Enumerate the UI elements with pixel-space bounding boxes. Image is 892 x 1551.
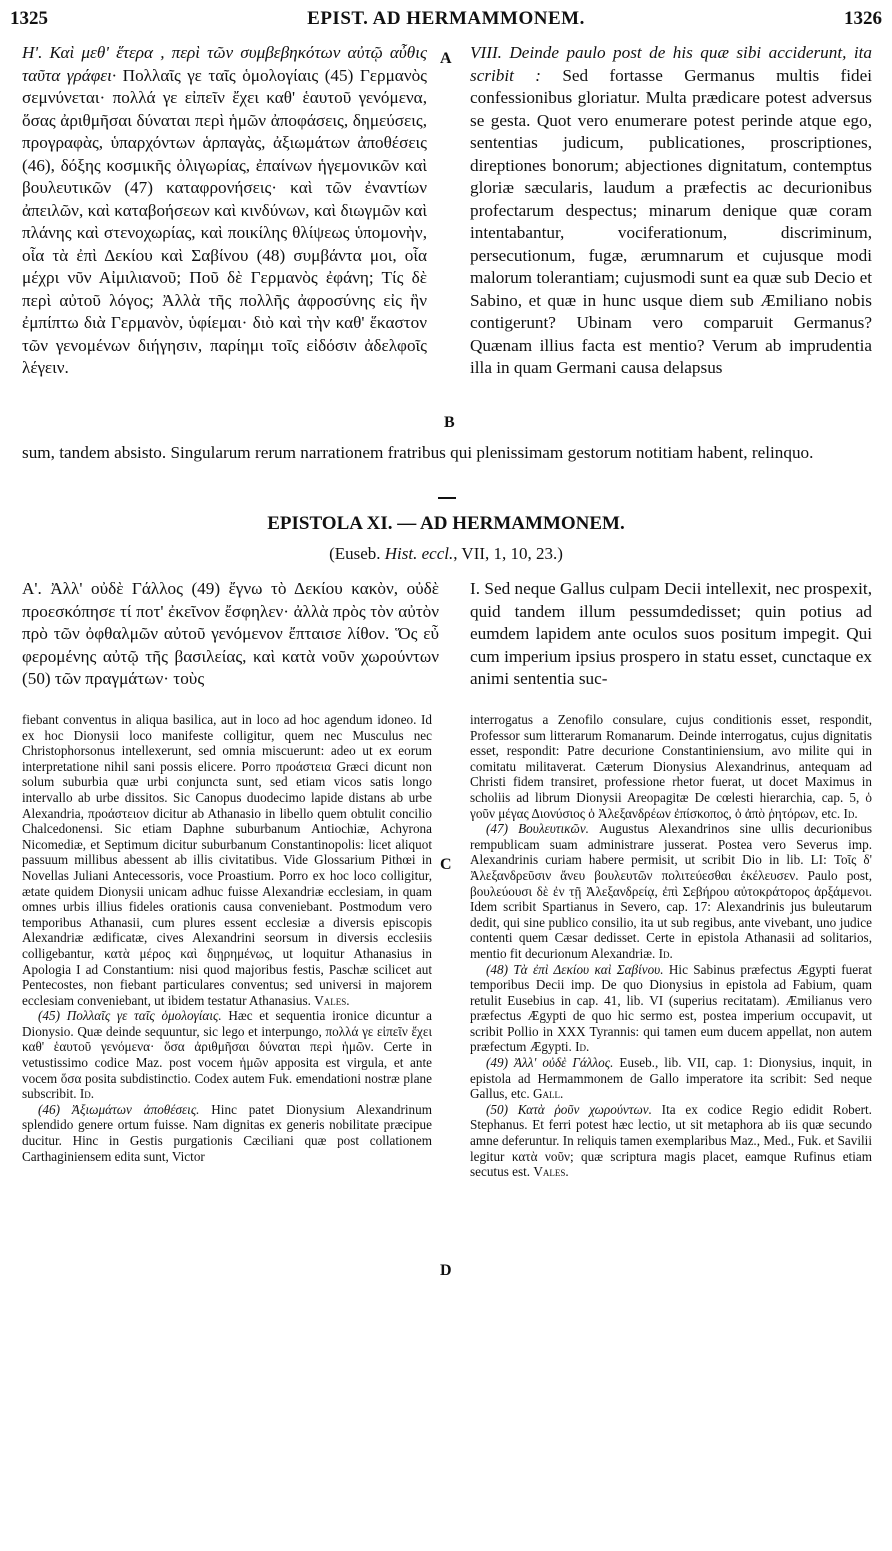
margin-marker-c: C: [440, 856, 452, 873]
epistle-source: (Euseb. Hist. eccl., VII, 1, 10, 23.): [329, 544, 563, 563]
greek-body: Πολλαῖς γε ταῖς ὁμολογίαις (45) Γερμανὸς σεμνύνεται· πολλά γε εἰπεῖν ἔχει καθ' ἑαυτοῦ γενόμενα, ὅσας ἀριθμῆσαι δύναται περὶ ἡμῶν ἀποφάσεις, δημεύσεις, προγραφὰς, ὑπαρχόντων ἁρπαγὰς, ἀξιωμάτων ἀποθέσεις (46), δόξης κοσμικῆς ὀλιγωρίας, ἐπαίνων ἡγεμονικῶν καὶ βουλευτικῶν (47) καταφρονήσεις· καὶ τῶν ἐναντίων ἀπειλῶν, καὶ καταβοήσεων καὶ κινδύνων, καὶ διωγμῶν καὶ πλάνης καὶ στενοχωρίας, καὶ ποικίλης θλίψεως ὑπομονὴν, οἷα τὰ ἐπὶ Δεκίου καὶ Σαβίνου (48) συμβάντα μοι, οἷα μέχρι νῦν Αἰμιλιανοῦ; Ποῦ δὲ Γερμανὸς ἐφάνη; Τίς δὲ περὶ αὐτοῦ λόγος; Ἀλλὰ τῆς πολλῆς ἀφροσύνης εἰς ἣν ἐμπίπτω διὰ Γερμανὸν, ὑφίεμαι· διὸ καὶ τὴν καθ' ἕκαστον τῶν γενομένων διήγησιν, παρίημι τοῖς εἰδόσιν ἀδελφοῖς λέγειν.: [22, 65, 427, 377]
greek-text-epistle: Α'. Ἀλλ' οὐδὲ Γάλλος (49) ἔγνω τὸ Δεκίου κακὸν, οὐδὲ προεσκόπησε τί ποτ' ἐκεῖνον ἔσφηλεν· ἀλλὰ πρὸς τὸν αὐτὸν πρὸ τῶν ὀφθαλμῶν αὐτοῦ γενόμενον ἔπταισε λίθον. Ὅς εὖ φερομένης αὐτῷ τῆς βασιλείας, καὶ κατὰ νοῦν χωρούντων (50) τῶν πραγμάτων· τοὺς: [22, 579, 439, 688]
epistle-title: EPISTOLA XI. — AD HERMAMMONEM.: [267, 513, 625, 534]
latin-text-epistle: I. Sed neque Gallus culpam Decii intellexit, nec prospexit, quid tandem illum pessumdedisset; quin potius ad eumdem lapidem ante oculos suos positum impegit. Qui cum imperium ipsius prospero in statu esset, cunctaque ex animi sententia suc-: [470, 579, 872, 688]
page-header: [10, 8, 882, 36]
greek-intro: Η'. Καὶ μεθ' ἕτερα , περὶ τῶν συμβεβηκότων αὐτῷ αὖθις ταῦτα γράφει·: [22, 43, 427, 85]
latin-body: Sed fortasse Germanus multis fidei confessionibus gloriatur. Multa prædicare potest adversus se gesta. Quot vero enumerare potest perinde atque ego, sententias judicum, publicationes, proscriptiones, direptiones bonorum; abjectiones dignitatum, contemptus gloriæ sæcularis, laudum a præfectis ac decurionibus profectarum despectus; minarum denique quæ coram intentabantur, vociferationum, discriminum, persecutionum, fugæ, ærumnarum et cujusque modi malorum tolerantiam; cujusmodi sunt ea quæ sub Decio et Sabino, et quæ in hunc usque diem sub Æmiliano nobis contigerunt? Ubinam vero comparuit Germanus? Quænam illius facta est mentio? Verum ab imprudentia illa in quam Germani causa delapsus: [470, 65, 872, 377]
page-number-right: 1326: [844, 8, 882, 29]
notes-right-column: [470, 712, 872, 1180]
note-50: (50) Κατὰ ῥοῦν χωρούντων. Ita ex codice Regio edidit Robert. Stephanus. Et ferri potest hæc lectio, ut sit metaphora ab iis quæ secundo amne deferuntur. In reliquis tamen exemplaribus Maz., Med., Fuk. et Savilii legitur κατὰ νοῦν; quæ scriptura magis placet, eamque Rufinus etiam secutus est. Vales.: [470, 1101, 872, 1180]
notes-left-column: [22, 712, 432, 1164]
note-46: (46) Ἀξιωμάτων ἀποθέσεις. Hinc patet Dionysium Alexandrinum splendido genere ortum fuisse. Nam dignitas ex generis nobilitate præcipue ducitur. Hinc in Gestis purgationis Cæciliani quæ post collationem Carthaginiensem edita sunt, Victor: [22, 1101, 432, 1164]
note-49: (49) Ἀλλ' οὐδὲ Γάλλος. Euseb., lib. VII, cap. 1: Dionysius, inquit, in epistola ad Hermammonem de Gallo imperatore ita scribit: Sed neque Gallus, etc. Gall.: [470, 1055, 872, 1102]
note-47: (47) Βουλευτικῶν. Augustus Alexandrinos sine ullis decurionibus rempublicam suam administrare jusserat. Postea vero Severus imp. Alexandrinis curiam habere permisit, ut scribit Dio in lib. LI: Τοῖς δ' Ἀλεξανδρεῦσιν ἄνευ βουλευτῶν πολιτεύεσθαι ἐκέλευσεν. Paulo post, βουλεύουσι δὲ ἐν τῇ Ἀλεξανδρείᾳ, ἐπὶ Σεβήρου αὐτοκράτορος ἀρξάμενοι. Idem scribit Spartianus in Severo, cap. 17: Alexandrinis jus buleutarum dedit, qui sine publico consilio, ita ut sub regibus, ante vivebant, uno judice contenti quem Cæsar dedisset. Certe in epistola Athanasii ad solitarios, mentio fit decurionum Alexandriæ. Id.: [470, 821, 872, 961]
margin-marker-d: D: [440, 1262, 452, 1279]
note-45: (45) Πολλαῖς γε ταῖς ὁμολογίαις. Hæc et sequentia ironice dicuntur a Dionysio. Quæ deinde sequuntur, sic lego et interpungo, πολλά γε εἰπεῖν ἔχει καθ' ἑαυτοῦ γενόμενα· ὅσα ἀριθμῆσαι δύναται περὶ ἡμῶν. Certe in vetustissimo codice Maz. post vocem ἡμῶν apposita est virgula, et ante vocem ὅσα posita subdistinctio. Codex autem Fuk. emendationi nostræ plane subscribit. Id.: [22, 1008, 432, 1102]
margin-marker-b: B: [444, 414, 455, 431]
latin-continuation: sum, tandem absisto. Singularum rerum narrationem fratribus qui plenissimam gestorum notitiam habent, relinquo.: [22, 443, 814, 462]
note-46-continued: interrogatus a Zenofilo consulare, cujus conditionis esset, respondit, Professor sum litterarum Romanarum. Deinde interrogatus, cujus dignitatis esset, respondit: Patre decurione Constantiniensium, avo milite qui in comitatu militaverat. Cæterum Dionysius Alexandrinus, antequam ad Christi fidem transiret, professione rhetor fuerat, ut docet Maximus in scholiis ad librum Dionysii Areopagitæ De cœlesti hierarchia, cap. 5, ὁ γοῦν μέγας Διονύσιος ὁ Ἀλεξανδρέων ἐπίσκοπος, ὁ ἀπὸ ῥητόρων, etc. Id.: [470, 712, 872, 821]
latin-intro: VIII. Deinde paulo post de his quæ sibi acciderunt, ita scribit :: [470, 43, 872, 85]
margin-marker-a: A: [440, 50, 452, 67]
section-divider: [438, 497, 456, 499]
note-continuation: fiebant conventus in aliqua basilica, aut in loco ad hoc agendum idoneo. Id ex hoc Dionysii loco manifeste colligitur, quem nec Musculus nec Christophorsonus intellexerunt, sed omnia miscuerunt: adeo ut ex eorum interpretatione nihil sani possis elicere. Porro προάστεια Græci dicunt non solum suburbia quæ urbi conjuncta sunt, sed etiam vicos satis longo intervallo ab urbe dissitos. Sic Canopus duodecimo lapide distans ab urbe Alexandria, προάστειον dicitur ab Athanasio in libello quem obtulit concilio Chalcedonensi. Sic etiam Daphne suburbanum Antiochiæ, Achyrona Nicomediæ, et Septimum dicitur suburbanum Constantinopolis: licet aliquot passuum millibus abessent ab illis civitatibus. Vide Glossarium Pithœi in Novellas Juliani Antecessoris, voce Proastium. Porro ex hoc loco colligitur, ætate quidem Dionysii unicam adhuc fuisse Alexandriæ ecclesiam, in quam omnes urbis illius fideles orationis causa conveniebant. Postmodum vero temporibus Athanasii, cum plures essent ecclesiæ a diversis episcopis Alexandriæ ædificatæ, cives Alexandrini seorsum in diversis ecclesiis colligebantur, κατὰ μέρος καὶ διῃρημένως, ut loquitur Athanasius in Apologia I ad Constantium: nisi quod majoribus festis, Paschæ scilicet aut Pentecostes, non fiebant particulares conventus; sed universi in majorem ecclesiam conveniebant, ut ibidem testatur Athanasius. Vales.: [22, 712, 432, 1008]
note-48: (48) Τὰ ἐπὶ Δεκίου καὶ Σαβίνου. Hic Sabinus præfectus Ægypti fuerat temporibus Decii imp. De quo Dionysius in epistola ad Fabium, quam retulit Eusebius in cap. 41, lib. VI (superius recitatam). Æmilianus vero præfectus Ægypti de quo hic sermo est, postea imperium occupavit, ut scribit Pollio in XXX Tyrannis: qui tamen eum ducem appellat, non autem præfectum Ægypti. Id.: [470, 961, 872, 1055]
running-title: EPIST. AD HERMAMMONEM.: [307, 8, 585, 29]
latin-text-top: [470, 42, 872, 380]
greek-text-top: [22, 42, 427, 380]
page-number-left: 1325: [10, 8, 48, 29]
